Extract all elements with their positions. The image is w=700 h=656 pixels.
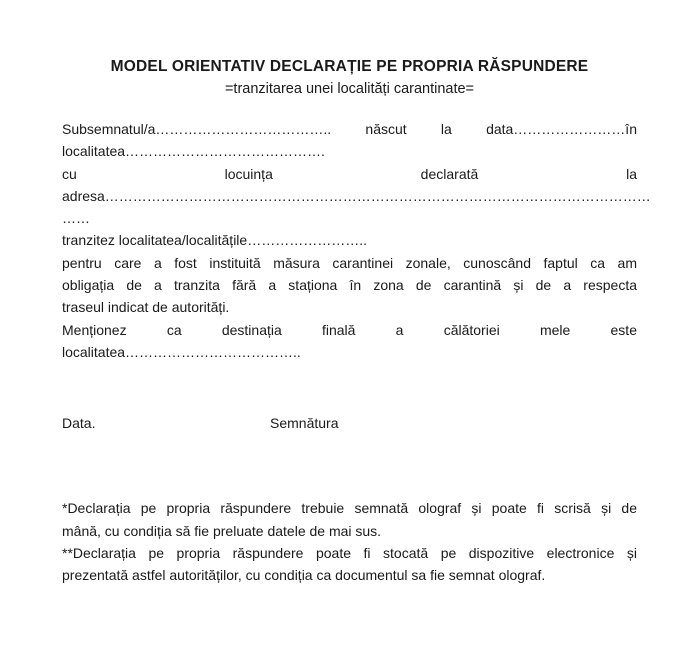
footnote-line: **Declarația pe propria răspundere poate fi stocată pe dispozitive electronice și [62,544,637,561]
document-title: MODEL ORIENTATIV DECLARAȚIE PE PROPRIA RĂSPUNDERE [110,58,589,75]
body-line: pentru care a fost instituită măsura carantinei zonale, cunoscând faptul ca am [62,254,637,271]
footnotes [62,497,637,586]
body-line: localitatea……………………………….. [62,343,301,360]
declaration-body [62,118,651,363]
signature-label: Semnătura [270,415,339,432]
document-subtitle: =tranzitarea unei localități carantinate= [224,81,475,97]
body-line: cu locuința declarată la [62,165,637,182]
body-line: adresa……………………………………………………………………………………………………… [62,187,651,204]
signature-row [62,412,637,434]
footnote-line: *Declarația pe propria răspundere trebuie semnată olograf și poate fi scrisă și de [62,500,637,517]
footnote-line: mână, cu condiția să fie preluate datele de mai sus. [62,522,382,539]
body-line: localitatea……………………………………. [62,143,325,160]
body-line: tranzitez localitatea/localitățile…………………….. [62,232,367,249]
body-line: Subsemnatul/a……………………………….. născut la data……………………în [62,121,637,137]
footnote-line: prezentată astfel autorităților, cu condiția ca documentul sa fie semnat olograf. [62,567,546,584]
body-line: …… [62,210,90,227]
document-header [62,56,637,100]
date-label: Data. [62,415,96,432]
body-line: traseul indicat de autorități. [62,299,230,316]
body-line: obligația de a tranzita fără a staționa în zona de carantină și de a respecta [62,277,637,294]
body-line: Menționez ca destinația finală a călătoriei mele este [62,321,637,338]
